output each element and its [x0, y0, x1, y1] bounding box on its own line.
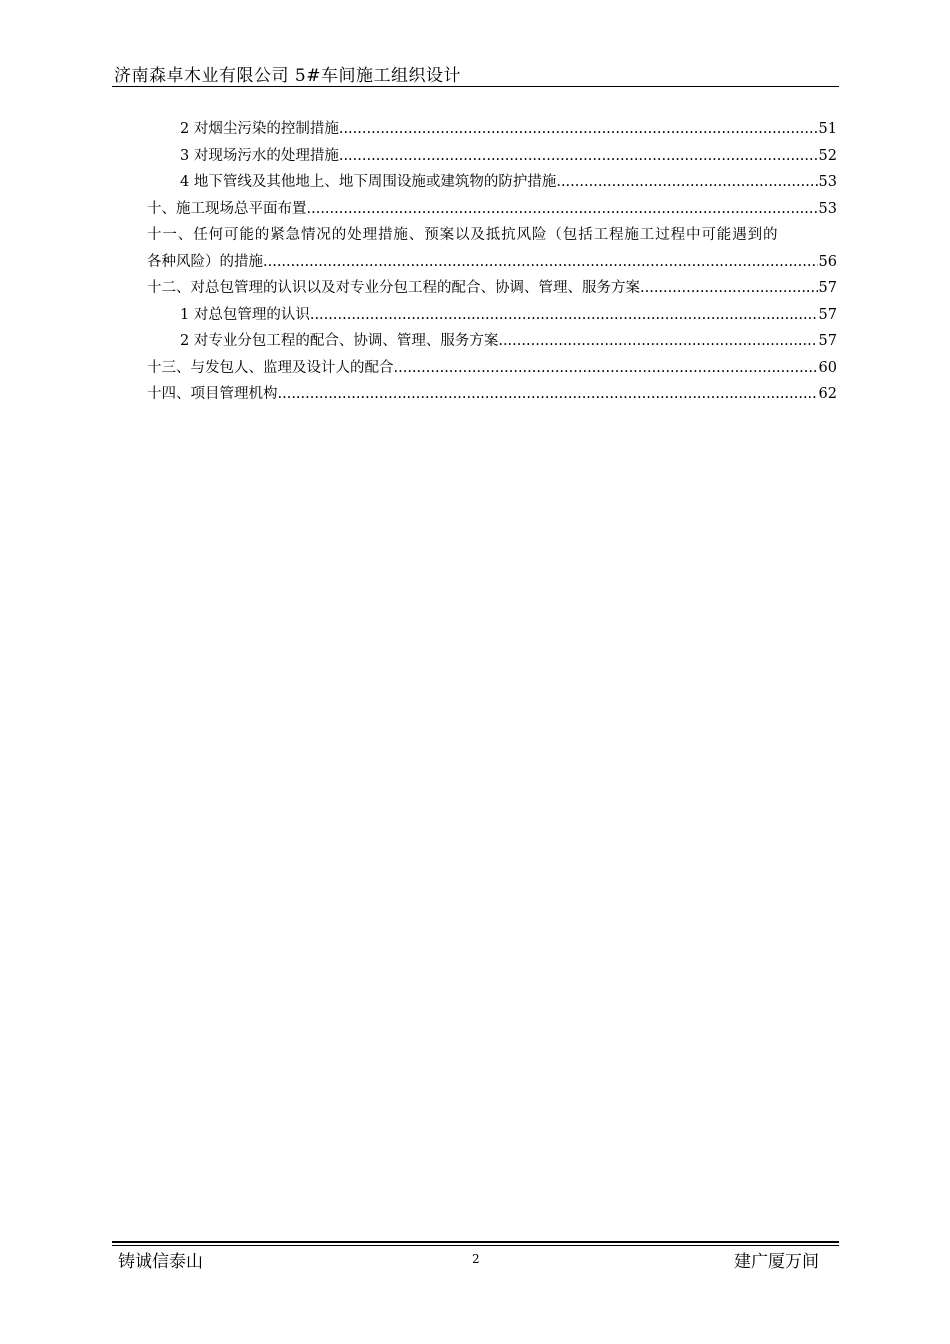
table-of-contents [147, 116, 837, 408]
toc-entry[interactable] [147, 328, 837, 355]
toc-entry-title: 2 对烟尘污染的控制措施 [180, 121, 339, 137]
toc-entry-title: 十、施工现场总平面布置 [147, 200, 307, 217]
footer-divider-thin [112, 1245, 839, 1246]
toc-entry-page: 57 [818, 280, 837, 296]
toc-entry-page: 56 [818, 253, 837, 270]
toc-entry-page: 57 [818, 333, 837, 349]
toc-entry-title: 1 对总包管理的认识 [180, 306, 310, 323]
footer-right-slogan: 建广厦万间 [734, 1252, 819, 1272]
toc-entry-title: 4 地下管线及其他地上、地下周围设施或建筑物的防护措施 [180, 174, 557, 190]
toc-leader-dots [339, 116, 818, 143]
toc-entry-title: 2 对专业分包工程的配合、协调、管理、服务方案 [180, 333, 499, 349]
toc-leader-dots [278, 381, 818, 408]
document-header-title: 济南森卓木业有限公司 5#车间施工组织设计 [114, 66, 461, 86]
toc-leader-dots [556, 169, 817, 196]
toc-entry[interactable] [147, 116, 837, 143]
toc-entry-title: 十四、项目管理机构 [147, 386, 278, 402]
toc-leader-dots [394, 355, 818, 382]
toc-entry[interactable] [147, 355, 837, 382]
toc-entry[interactable] [147, 143, 837, 170]
toc-leader-dots [498, 328, 817, 355]
footer-left-slogan: 铸诚信泰山 [118, 1252, 203, 1272]
toc-entry[interactable] [147, 275, 837, 302]
toc-entry-multiline[interactable] [147, 222, 837, 275]
footer-divider-thick [112, 1241, 839, 1243]
toc-entry-page: 53 [818, 200, 837, 217]
toc-leader-dots [263, 249, 818, 276]
toc-entry-page: 52 [818, 147, 837, 164]
toc-entry[interactable] [147, 302, 837, 329]
toc-entry[interactable] [147, 196, 837, 223]
toc-entry-title-line1: 十一、任何可能的紧急情况的处理措施、预案以及抵抗风险（包括工程施工过程中可能遇到的 [147, 227, 779, 243]
footer-page-number: 2 [472, 1252, 480, 1266]
toc-entry-page: 57 [818, 306, 837, 323]
toc-entry-page: 60 [818, 359, 837, 376]
header-divider [112, 86, 839, 87]
toc-leader-dots [640, 275, 818, 302]
toc-entry-title: 十三、与发包人、监理及设计人的配合 [147, 359, 394, 376]
toc-leader-dots [307, 196, 818, 223]
toc-entry-title: 3 对现场污水的处理措施 [180, 147, 339, 164]
toc-entry-line2 [147, 249, 837, 276]
toc-entry-page: 51 [818, 121, 837, 137]
toc-leader-dots [339, 143, 818, 170]
toc-entry-page: 53 [818, 174, 837, 190]
toc-entry-page: 62 [818, 386, 837, 402]
toc-entry[interactable] [147, 381, 837, 408]
toc-entry[interactable] [147, 169, 837, 196]
toc-entry-title: 各种风险）的措施 [147, 253, 263, 270]
toc-entry-title: 十二、对总包管理的认识以及对专业分包工程的配合、协调、管理、服务方案 [147, 280, 640, 296]
toc-leader-dots [310, 302, 818, 329]
